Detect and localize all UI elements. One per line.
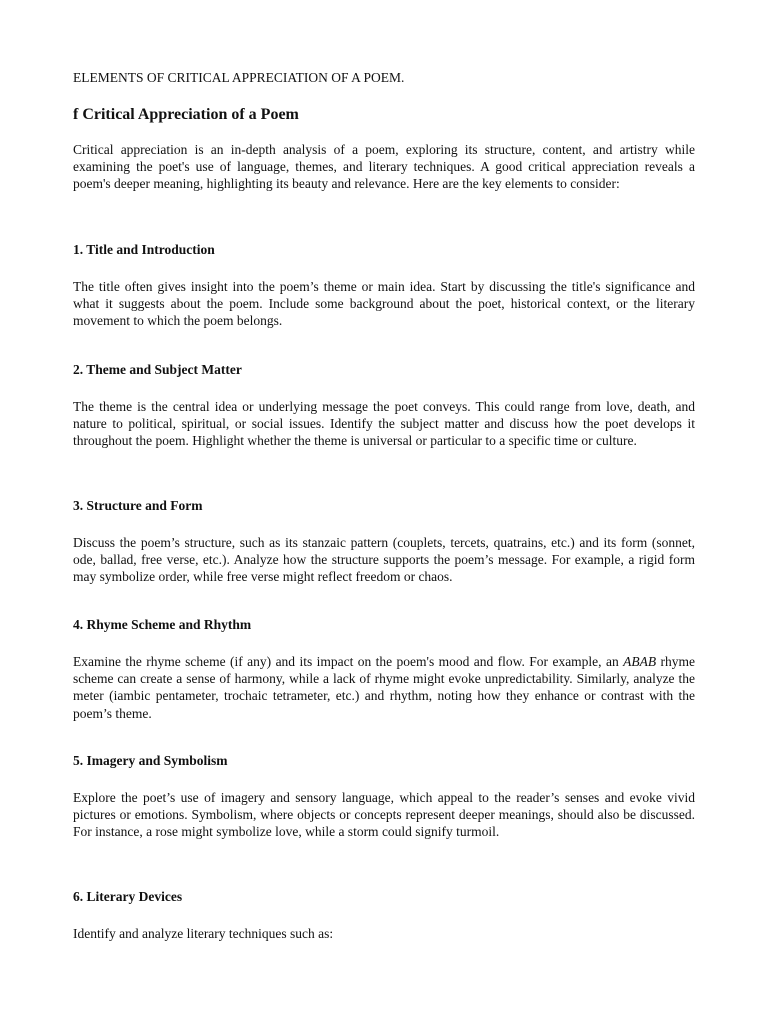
section-body-rhyme-rhythm [73, 653, 695, 722]
rhyme-body-end: rhyme scheme can create a sense of harmony, while a lack of rhyme might evoke unpredictability. Similarly, analyze the meter (iambic pentameter, trochaic tetrameter, etc.) and rhythm, noting how they enhance or contrast with the poem’s theme. [73, 654, 695, 721]
section-heading-literary-devices: 6. Literary Devices [73, 889, 183, 904]
section-heading-imagery-symbolism: 5. Imagery and Symbolism [73, 753, 228, 768]
section-heading-structure-form: 3. Structure and Form [73, 498, 203, 513]
section-body-structure-form: Discuss the poem’s structure, such as its stanzaic pattern (couplets, tercets, quatrains, etc.) and its form (sonnet, ode, ballad, free verse, etc.). Analyze how the structure supports the poem’s message. For example, a rigid form may symbolize order, while free verse might reflect freedom or chaos. [73, 535, 695, 585]
section-heading-rhyme-rhythm: 4. Rhyme Scheme and Rhythm [73, 617, 252, 632]
section-body-title-introduction: The title often gives insight into the poem’s theme or main idea. Start by discussing the title's significance and what it suggests about the poem. Include some background about the poet, historical context, or the literary movement to which the poem belongs. [73, 279, 695, 329]
section-body-theme-subject: The theme is the central idea or underlying message the poet conveys. This could range from love, death, and nature to political, spiritual, or social issues. Identify the subject matter and discuss how the poet develops it throughout the poem. Highlight whether the theme is universal or particular to a specific time or culture. [73, 399, 695, 449]
section-body-imagery-symbolism: Explore the poet’s use of imagery and sensory language, which appeal to the reader’s senses and evoke vivid pictures or emotions. Symbolism, where objects or concepts represent deeper meanings, should also be discussed. For instance, a rose might symbolize love, while a storm could signify turmoil. [73, 790, 695, 840]
document-title: f Critical Appreciation of a Poem [73, 106, 299, 123]
document-header: ELEMENTS OF CRITICAL APPRECIATION OF A POEM. [73, 70, 405, 85]
section-body-literary-devices: Identify and analyze literary techniques such as: [73, 926, 334, 941]
section-heading-theme-subject: 2. Theme and Subject Matter [73, 362, 242, 377]
rhyme-body-start: Examine the rhyme scheme (if any) and its impact on the poem's mood and flow. For example, an [73, 654, 624, 669]
section-heading-title-introduction: 1. Title and Introduction [73, 242, 215, 257]
rhyme-scheme-example: ABAB [623, 654, 657, 669]
intro-paragraph: Critical appreciation is an in-depth analysis of a poem, exploring its structure, content, and artistry while examining the poet's use of language, themes, and literary techniques. A good critical appreciation reveals a poem's deeper meaning, highlighting its beauty and relevance. Here are the key elements to consider: [73, 142, 695, 192]
